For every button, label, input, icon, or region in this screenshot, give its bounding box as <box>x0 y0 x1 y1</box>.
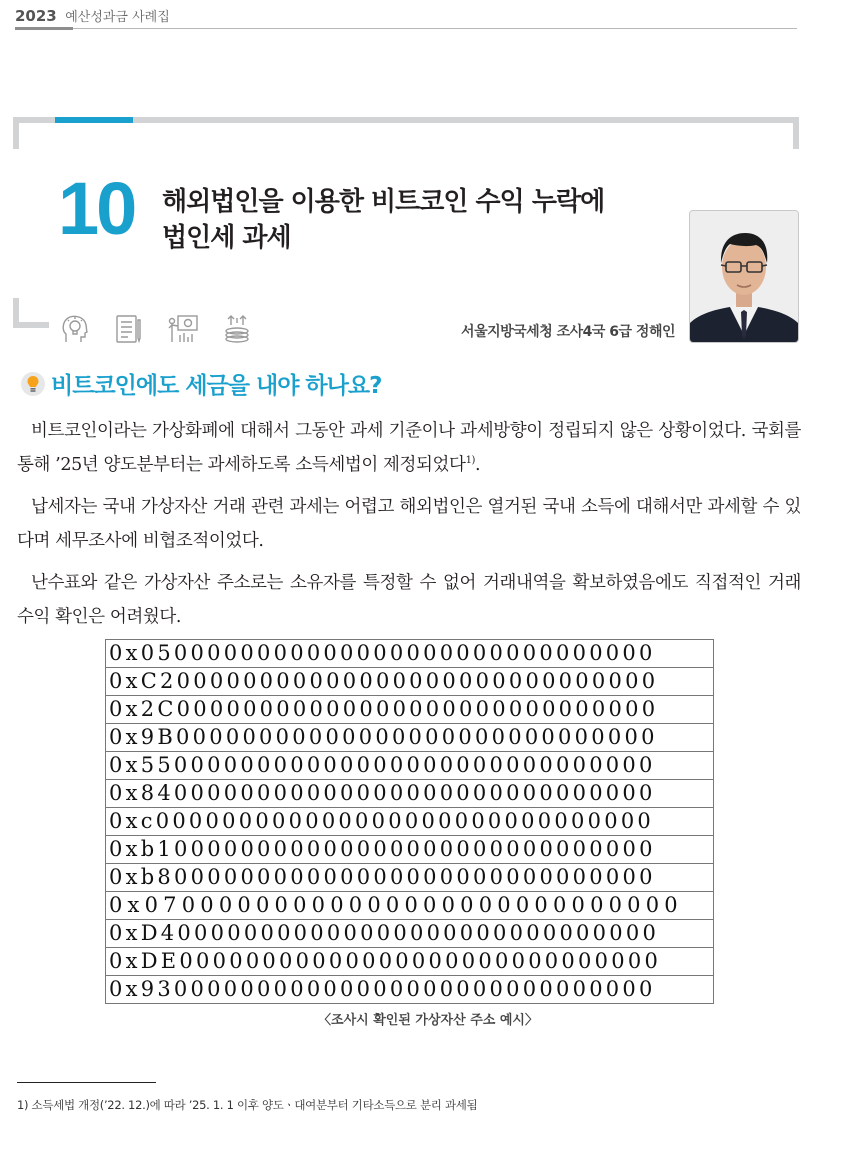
chapter-frame-corner-h <box>13 322 49 328</box>
table-row <box>106 668 714 696</box>
table-row <box>106 696 714 724</box>
lightbulb-icon <box>20 371 46 397</box>
table-caption: 〈조사시 확인된 가상자산 주소 예시〉 <box>318 1013 538 1028</box>
running-header <box>15 6 170 25</box>
footnote: 1) 소득세법 개정(’22. 12.)에 따라 ’25. 1. 1 이후 양도ㆍ대여분부터 기타소득으로 분리 과세됨 <box>17 1098 478 1112</box>
address-cell: 0xDE00000000000000000000000000000 <box>106 948 714 976</box>
paragraph-1 <box>17 414 801 482</box>
body-text <box>17 414 801 642</box>
chapter-number: 10 <box>58 167 135 250</box>
lightbulb-head-icon <box>58 312 92 346</box>
chapter-frame-left <box>13 117 19 149</box>
paragraph-3: 난수표와 같은 가상자산 주소로는 소유자를 특정할 수 없어 거래내역을 확보하였음에도 직접적인 거래 수익 확인은 어려웠다. <box>17 573 801 627</box>
table-row <box>106 920 714 948</box>
chapter-title <box>162 184 604 256</box>
table-row <box>106 864 714 892</box>
chapter-title-line1: 해외법인을 이용한 비트코인 수익 누락에 <box>162 187 605 217</box>
table-row <box>106 752 714 780</box>
address-cell: 0xb800000000000000000000000000000 <box>106 864 714 892</box>
address-cell: 0x0500000000000000000000000000000 <box>106 640 714 668</box>
address-cell: 0xD400000000000000000000000000000 <box>106 920 714 948</box>
document-pen-icon <box>112 312 146 346</box>
table-row <box>106 836 714 864</box>
presentation-icon <box>166 312 200 346</box>
paragraph-1-text: 비트코인이라는 가상화폐에 대해서 그동안 과세 기준이나 과세방향이 정립되지 않은 상황이었다. 국회를 통해 ’25년 양도분부터는 과세하도록 소득세법이 제정되었다 <box>17 421 801 475</box>
header-year: 2023 <box>15 7 57 25</box>
table-row <box>106 724 714 752</box>
table-row <box>106 780 714 808</box>
table-row <box>106 808 714 836</box>
table-row <box>106 640 714 668</box>
author-photo <box>689 210 799 343</box>
table-row <box>106 976 714 1004</box>
header-rule <box>73 28 797 29</box>
author-portrait <box>690 211 798 342</box>
crypto-address-table <box>105 639 714 1004</box>
paragraph-1-end: . <box>475 455 481 475</box>
paragraph-2: 납세자는 국내 가상자산 거래 관련 과세는 어렵고 해외법인은 열거된 국내 소득에 대해서만 과세할 수 있다며 세무조사에 비협조적이었다. <box>17 497 801 551</box>
address-cell: 0x9B00000000000000000000000000000 <box>106 724 714 752</box>
chapter-title-line2: 법인세 과세 <box>162 223 291 253</box>
address-cell: 0x5500000000000000000000000000000 <box>106 752 714 780</box>
address-cell: 0x2C00000000000000000000000000000 <box>106 696 714 724</box>
table-row <box>106 948 714 976</box>
author-credit: 서울지방국세청 조사4국 6급 정해인 <box>461 324 675 340</box>
footnote-ref: 1) <box>465 455 476 466</box>
header-book-title: 예산성과금 사례집 <box>65 10 170 25</box>
chapter-icons <box>58 312 254 346</box>
address-cell: 0xc000000000000000000000000000000 <box>106 808 714 836</box>
address-cell: 0xb100000000000000000000000000000 <box>106 836 714 864</box>
chapter-frame-accent <box>55 117 133 123</box>
header-rule-accent <box>15 27 73 30</box>
chapter-frame-right <box>793 117 799 149</box>
section-heading: 비트코인에도 세금을 내야 하나요? <box>51 373 382 399</box>
address-cell: 0x8400000000000000000000000000000 <box>106 780 714 808</box>
footnote-rule <box>17 1082 156 1083</box>
address-cell: 0x07000000000000000000000000000 <box>106 892 714 920</box>
address-cell: 0x9300000000000000000000000000000 <box>106 976 714 1004</box>
table-row <box>106 892 714 920</box>
address-cell: 0xC200000000000000000000000000000 <box>106 668 714 696</box>
money-coins-icon <box>220 312 254 346</box>
